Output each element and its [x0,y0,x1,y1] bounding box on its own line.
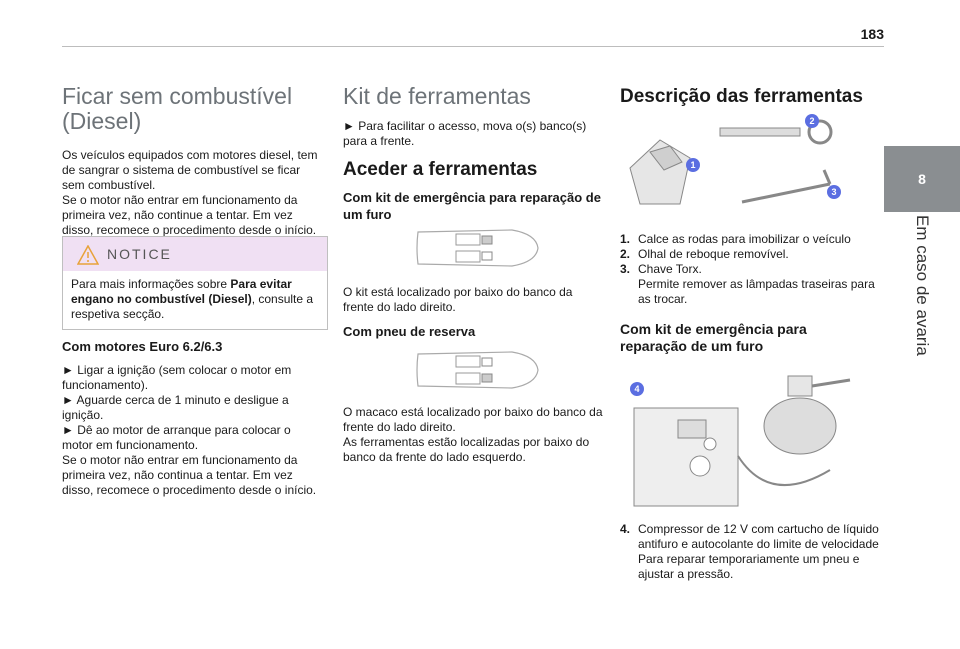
access-title: Aceder a ferramentas [343,159,538,180]
notice-link-text: engano no combustível (Diesel) [71,292,252,306]
text-line: sem combustível. [62,178,156,192]
kit-location [343,285,605,340]
text-line: ignição. [62,408,104,422]
text-line: banco da frente do lado esquerdo. [343,450,526,464]
tools-list [620,232,882,355]
text-line: Permite remover as lâmpadas traseiras para [638,277,875,291]
text-line: primeira vez, não continue a tentar. Em vez [62,208,293,222]
text-line: de sangrar o sistema de combustível se ficar [62,163,301,177]
callout-badge: 3 [827,185,841,199]
text-line: motor em funcionamento. [62,438,199,452]
text-line: frente do lado direito. [343,300,456,314]
compressor-illustration [630,366,862,516]
kit-title [343,189,605,223]
column-2 [343,84,605,223]
text-line: Olhal de reboque removível. [638,247,789,261]
column-3 [620,86,882,108]
text-line: funcionamento). [62,378,149,392]
list-item [620,247,882,262]
notice-link-text: Para evitar [230,277,292,291]
text-line: Chave Torx. [638,262,702,276]
callout-badge: 4 [630,382,644,396]
list-item [620,262,882,307]
text-line: Compressor de 12 V com cartucho de líquido [638,522,879,536]
text-line: O macaco está localizado por baixo do banco da [343,405,603,419]
list-number: 1. [620,232,631,246]
warning-icon [77,245,99,265]
page-number: 183 [860,26,884,42]
title-line: (Diesel) [62,108,142,134]
text-line: O kit está localizado por baixo do banco da [343,285,573,299]
text-line: as trocar. [638,292,688,306]
kit-title-2 [620,321,882,355]
callout-badge: 2 [805,114,819,128]
list-number: 3. [620,262,631,276]
section-title-tools: Kit de ferramentas [343,83,531,109]
header-rule [62,46,884,47]
notice-text: Para mais informações sobre [71,277,231,291]
title-line: Com kit de emergência para reparação de [343,190,601,205]
text-line: Se o motor não entrar em funcionamento da [62,193,298,207]
text-line: Se o motor não entrar em funcionamento da [62,453,298,467]
euro-title: Com motores Euro 6.2/6.3 [62,339,223,354]
tools-illustration [620,112,852,212]
text-line: ► Para facilitar o acesso, mova o(s) banco(s) [343,119,587,133]
tools-description-title: Descrição das ferramentas [620,86,863,107]
column-1 [62,84,332,238]
car-topview-kit-illustration [412,224,542,272]
text-line: primeira vez, não continua a tentar. Em vez [62,468,293,482]
text-line: ajustar a pressão. [638,567,734,581]
title-line: um furo [343,207,392,222]
callout-badge: 1 [686,158,700,172]
chapter-title-vertical [884,215,960,375]
text-line: Os veículos equipados com motores diesel, tem [62,148,318,162]
notice-body [63,271,327,328]
title-line: Ficar sem combustível [62,83,293,109]
section-title-fuel [62,84,332,134]
chapter-tab[interactable] [884,146,960,212]
list-item [620,522,882,582]
text-line: ► Ligar a ignição (sem colocar o motor em [62,363,292,377]
text-line: disso, recomece o procedimento desde o início. [62,483,317,497]
text-line: disso, recomece o procedimento desde o início. [62,223,317,237]
chapter-title: Em caso de avaria [913,215,932,356]
notice-box [62,236,328,330]
text-line: ► Aguarde cerca de 1 minuto e desligue a [62,393,289,407]
list-item [620,232,882,247]
notice-label: NOTICE [107,246,172,262]
notice-text: respetiva secção. [71,307,165,321]
text-line: Para reparar temporariamente um pneu e [638,552,860,566]
car-topview-spare-illustration [412,346,542,394]
euro-section [62,338,332,498]
text-line: antifuro e autocolante do limite de velocidade [638,537,879,551]
item-4 [620,522,882,582]
fuel-intro [62,148,332,238]
title-line: Com kit de emergência para [620,321,807,337]
list-number: 2. [620,247,631,261]
title-line: reparação de um furo [620,338,764,354]
text-line: Calce as rodas para imobilizar o veículo [638,232,851,246]
chapter-number: 8 [918,171,926,187]
list-number: 4. [620,522,631,536]
text-line: frente do lado direito. [343,420,456,434]
text-line: para a frente. [343,134,415,148]
text-line: As ferramentas estão localizadas por baixo do [343,435,590,449]
spare-title: Com pneu de reserva [343,324,476,339]
spare-location [343,405,605,465]
text-line: ► Dê ao motor de arranque para colocar o [62,423,291,437]
euro-steps [62,363,332,498]
notice-header [63,237,327,271]
notice-text: , consulte a [251,292,314,306]
